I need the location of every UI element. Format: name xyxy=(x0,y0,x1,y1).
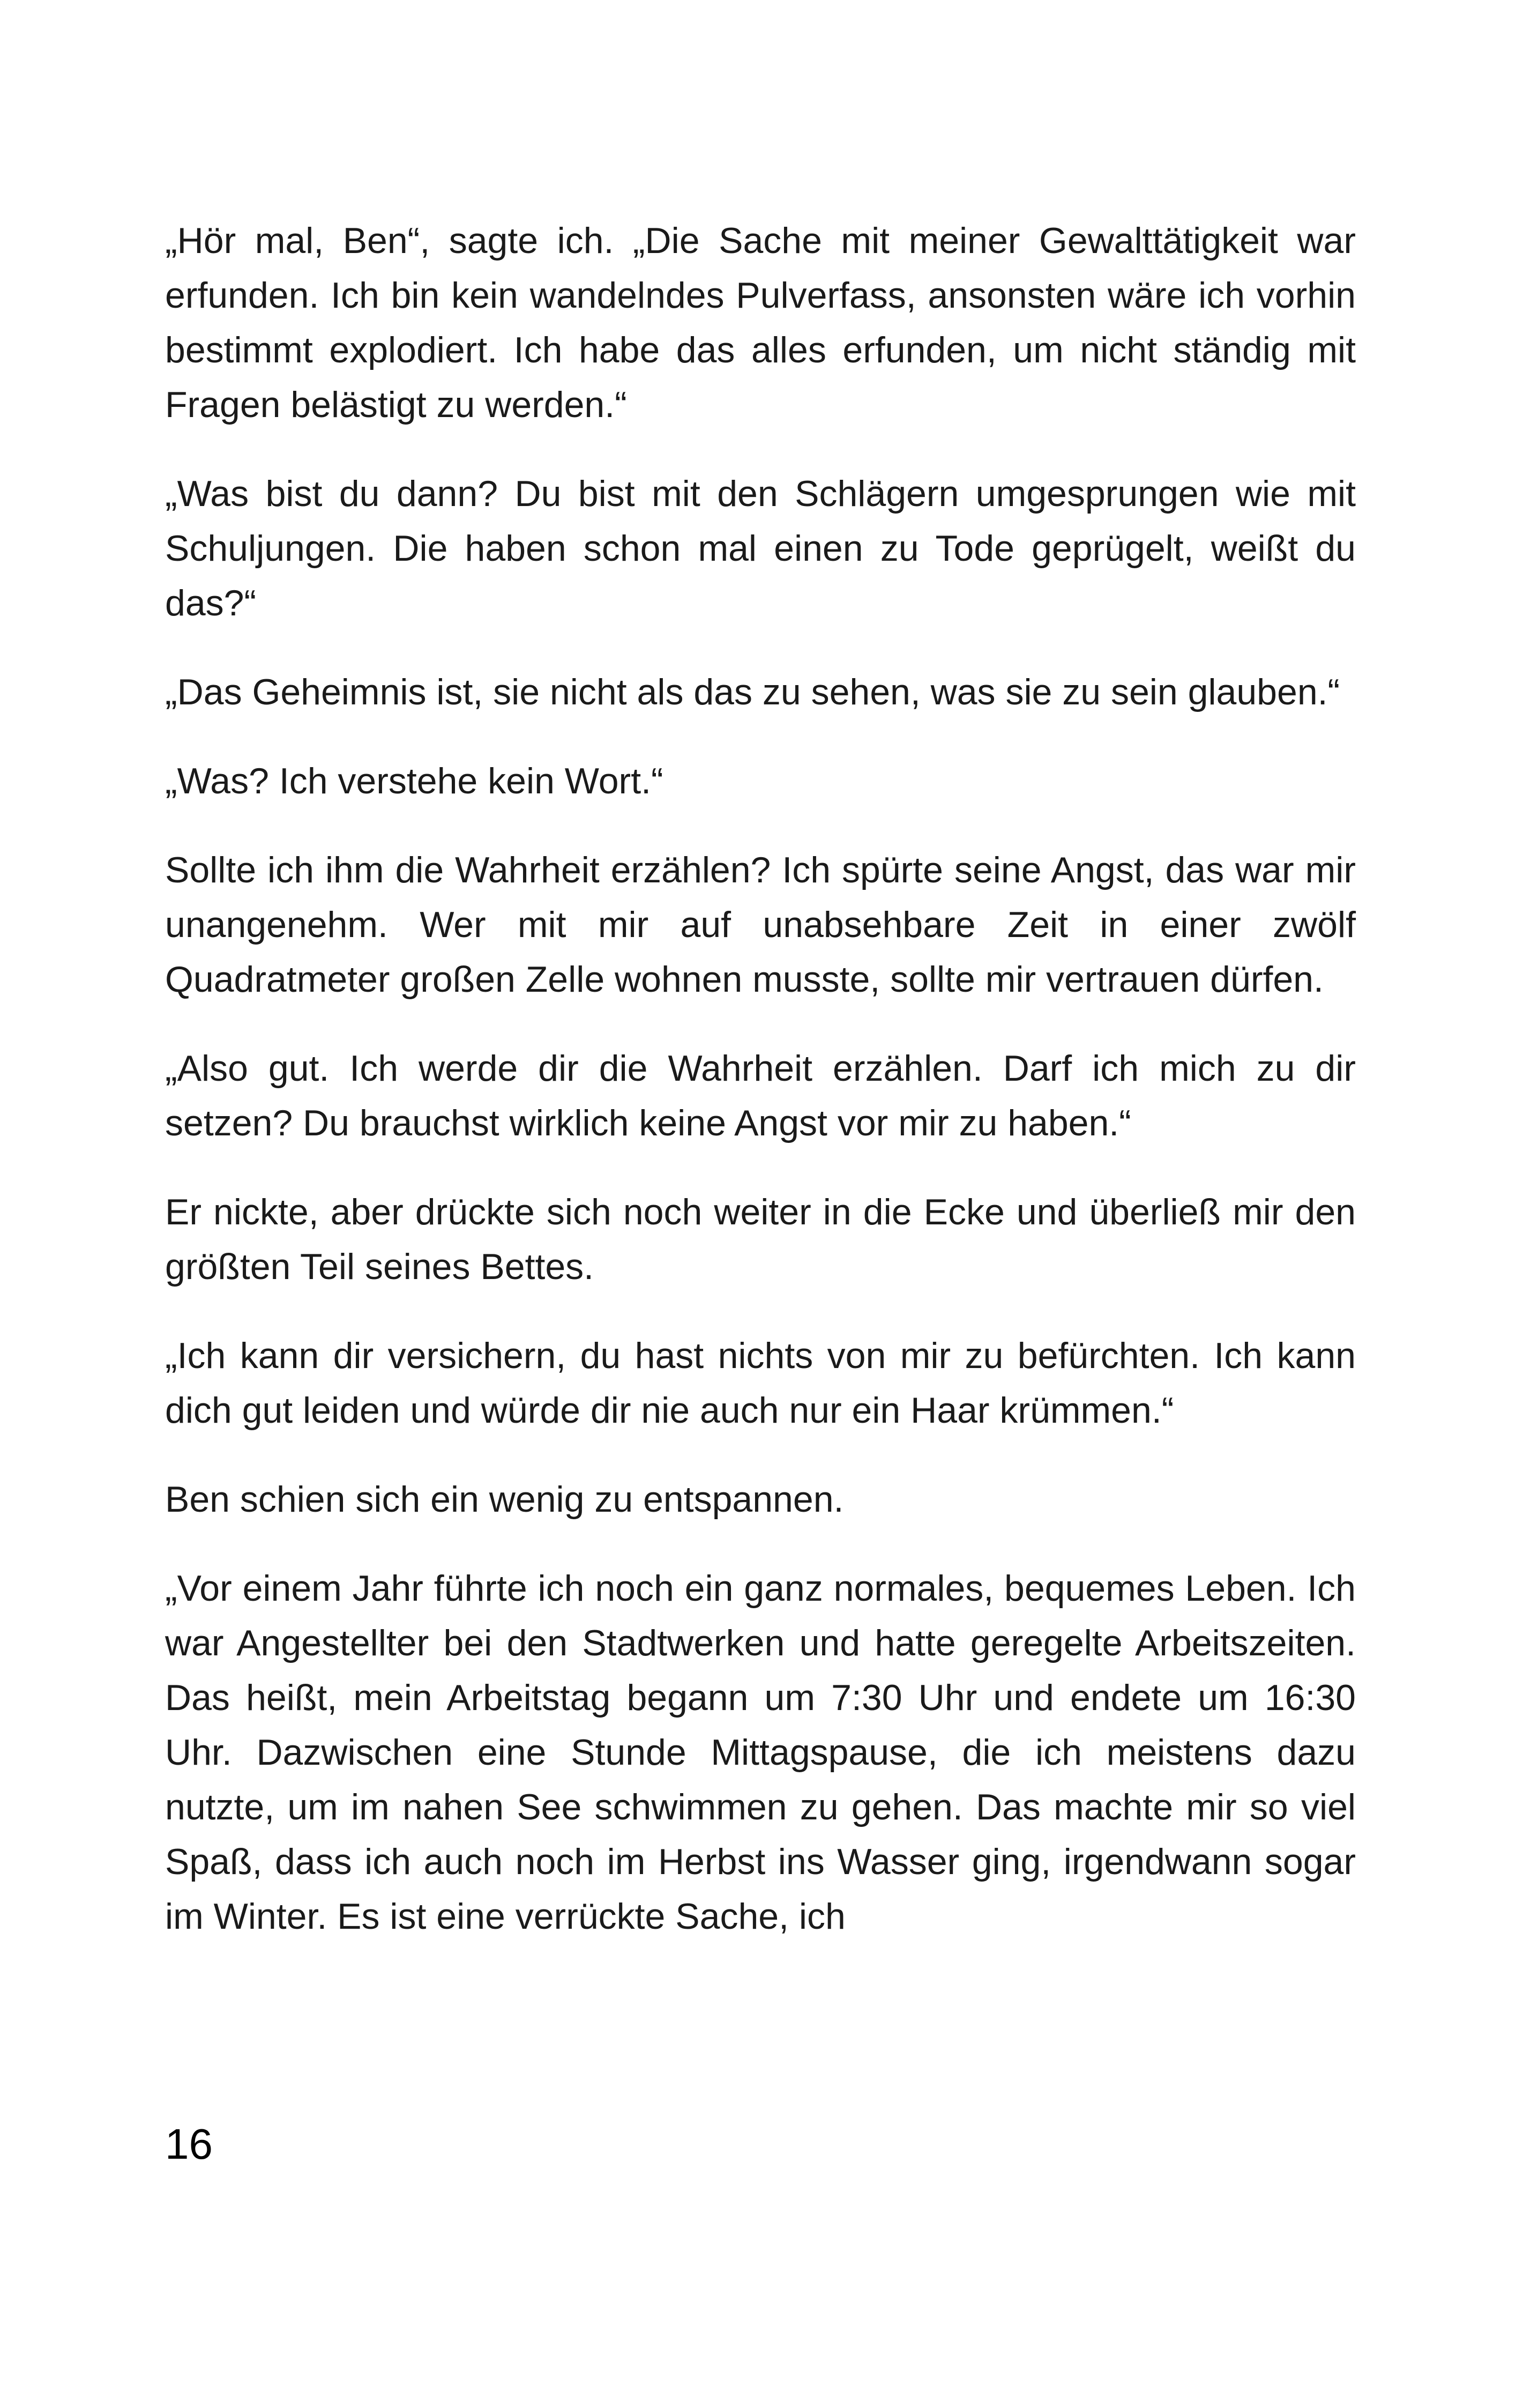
paragraph: Er nickte, aber drückte sich noch weiter in die Ecke und überließ mir den größten Teil seines Bettes. xyxy=(165,1192,1356,1287)
paragraph: „Hör mal, Ben“, sagte ich. „Die Sache mit meiner Gewalttätigkeit war erfunden. Ich bin kein wandelndes Pulverfass, ansonsten wäre ich vorhin bestimmt explodiert. Ich habe das alles erfunden, um nicht ständig mit Fragen belästigt zu werden.“ xyxy=(165,220,1356,425)
paragraph: „Ich kann dir versichern, du hast nichts von mir zu befürchten. Ich kann dich gut leiden und würde dir nie auch nur ein Haar krümmen.“ xyxy=(165,1335,1356,1431)
body-text xyxy=(165,213,1356,1978)
paragraph: „Vor einem Jahr führte ich noch ein ganz normales, bequemes Leben. Ich war Angestellter bei den Stadtwerken und hatte geregelte Arbeitszeiten. Das heißt, mein Arbeitstag begann um 7:30 Uhr und endete um 16:30 Uhr. Dazwischen eine Stunde Mittagspause, die ich meistens dazu nutzte, um im nahen See schwimmen zu gehen. Das machte mir so viel Spaß, dass ich auch noch im Herbst ins Wasser ging, irgendwann sogar im Winter. Es ist eine verrückte Sache, ich xyxy=(165,1568,1356,1937)
paragraph: Ben schien sich ein wenig zu entspannen. xyxy=(165,1479,844,1520)
paragraph: „Das Geheimnis ist, sie nicht als das zu sehen, was sie zu sein glauben.“ xyxy=(165,672,1340,712)
page-number: 16 xyxy=(165,2120,213,2168)
paragraph: „Also gut. Ich werde dir die Wahrheit erzählen. Darf ich mich zu dir setzen? Du brauchst wirklich keine Angst vor mir zu haben.“ xyxy=(165,1048,1356,1143)
paragraph: „Was bist du dann? Du bist mit den Schlägern umgesprungen wie mit Schuljungen. Die haben schon mal einen zu Tode geprügelt, weißt du das?“ xyxy=(165,473,1356,623)
paragraph: Sollte ich ihm die Wahrheit erzählen? Ich spürte seine Angst, das war mir unangenehm. Wer mit mir auf unabsehbare Zeit in einer zwölf Quadratmeter großen Zelle wohnen musste, sollte mir vertrauen dürfen. xyxy=(165,850,1356,1000)
paragraph: „Was? Ich verstehe kein Wort.“ xyxy=(165,761,663,801)
